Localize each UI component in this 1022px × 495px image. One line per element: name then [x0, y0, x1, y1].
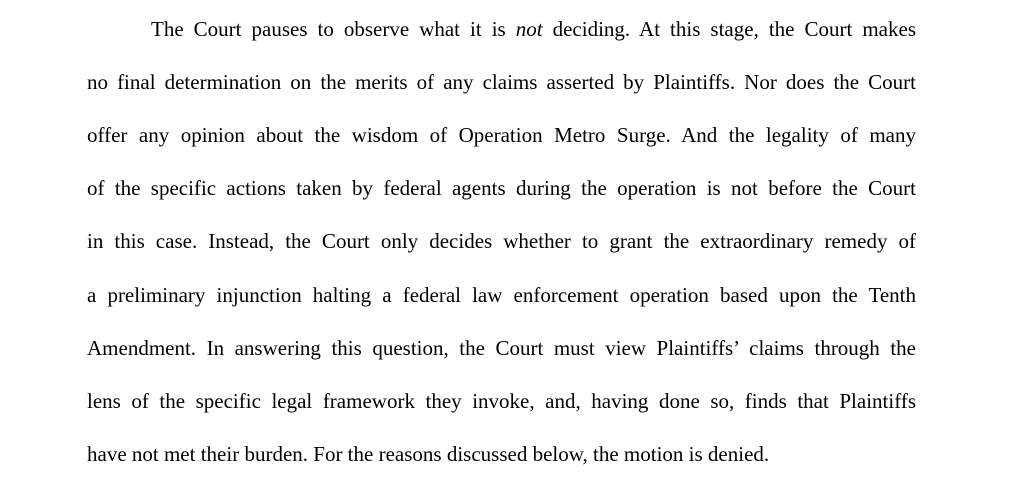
paragraph-line-8: lens of the specific legal framework they invoke, and, having done so, finds that Plaintiffs [87, 389, 916, 413]
paragraph-line-3: offer any opinion about the wisdom of Operation Metro Surge. And the legality of many [87, 123, 916, 147]
line-1-text-after: deciding. At this stage, the Court makes [542, 17, 916, 41]
paragraph-line-2: no final determination on the merits of any claims asserted by Plaintiffs. Nor does the Court [87, 70, 916, 94]
paragraph-line-9: have not met their burden. For the reasons discussed below, the motion is denied. [87, 442, 770, 466]
line-1-text-before: The Court pauses to observe what it is [151, 17, 516, 41]
paragraph-line-5: in this case. Instead, the Court only decides whether to grant the extraordinary remedy of [87, 229, 916, 253]
paragraph-line-1 [151, 16, 916, 42]
paragraph-line-6: a preliminary injunction halting a federal law enforcement operation based upon the Tenth [87, 283, 916, 307]
emphasis-not: not [515, 17, 543, 41]
paragraph-line-7: Amendment. In answering this question, the Court must view Plaintiffs’ claims through the [87, 336, 916, 360]
paragraph-line-4: of the specific actions taken by federal agents during the operation is not before the Court [87, 176, 916, 200]
